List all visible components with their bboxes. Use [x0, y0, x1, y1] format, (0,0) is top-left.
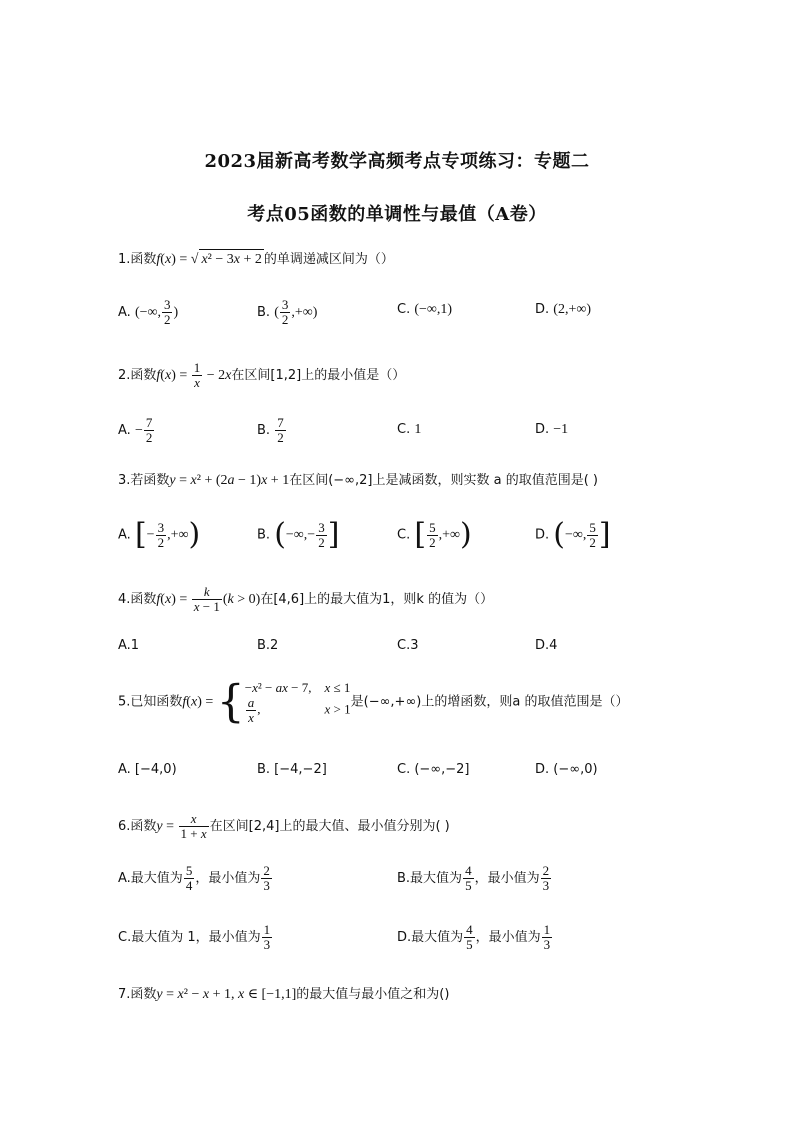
- question-2-suffix: 在区间[1,2]上的最小值是（）: [231, 368, 406, 383]
- option-c[interactable]: C.3: [397, 638, 419, 653]
- question-7-prefix: 7.函数: [118, 987, 157, 1002]
- question-1-expression: f: [156, 252, 161, 267]
- question-6-suffix: 在区间[2,4]上的最大值、最小值分别为( ): [209, 819, 450, 834]
- option-d[interactable]: D. −1: [535, 422, 569, 437]
- question-6-prefix: 6.函数: [118, 819, 157, 834]
- option-a[interactable]: A. − $\frac{7}{2}$: [118, 415, 153, 445]
- question-6: 6.函数y = $\frac{x}{1 + x}$ 在区间[2,4]上的最大值、最小值分别为( ): [118, 811, 450, 841]
- option-a[interactable]: A. [−4,0): [118, 762, 177, 777]
- page-title: 2023届新高考数学高频考点专项练习：专题二: [204, 151, 590, 172]
- question-4: 4.函数f(x) = $\frac{k}{x - 1}$ (k > 0)在[4,6]上的最大值为1，则k 的值为（）: [118, 584, 494, 614]
- option-c[interactable]: C. 1: [397, 422, 422, 437]
- option-a[interactable]: A. (−∞, $\frac{3}{2}$ ): [118, 297, 179, 327]
- option-c[interactable]: C. [ $\frac{5}{2}$ ,+∞): [397, 517, 472, 552]
- question-7-suffix: 的最大值与最小值之和为(): [296, 987, 450, 1002]
- question-2-prefix: 2.函数: [118, 368, 157, 383]
- option-b[interactable]: B. $\frac{7}{2}$: [257, 415, 284, 445]
- option-b[interactable]: B. (−∞,− $\frac{3}{2}$ ]: [257, 517, 340, 552]
- question-4-suffix: 在[4,6]上的最大值为1，则k 的值为（）: [260, 592, 494, 607]
- piecewise-definition: −x² − ax − 7, x ≤ 1 $\frac{a}{x}$ , x > 1: [244, 680, 351, 725]
- option-c[interactable]: C. (−∞,−2]: [397, 762, 470, 777]
- option-a[interactable]: A.最大值为 $\frac{5}{4}$ ，最小值为 $\frac{2}{3}$: [118, 863, 270, 893]
- option-d[interactable]: D. (−∞, $\frac{5}{2}$ ]: [535, 517, 611, 552]
- question-3-prefix: 3.若函数: [118, 473, 170, 488]
- option-d[interactable]: D.最大值为 $\frac{4}{5}$ ，最小值为 $\frac{1}{3}$: [397, 922, 551, 952]
- question-5-suffix: 是(−∞,+∞)上的增函数，则a 的取值范围是（）: [350, 694, 629, 710]
- question-1: 1.函数f(x) = √ x² − 3x + 2 的单调递减区间为（）: [118, 249, 394, 270]
- option-b[interactable]: B. [−4,−2]: [257, 762, 327, 777]
- option-c[interactable]: C. (−∞,1): [397, 302, 453, 317]
- option-d[interactable]: D. (2,+∞): [535, 302, 591, 317]
- question-4-prefix: 4.函数: [118, 592, 157, 607]
- question-5: 5.已知函数f(x) = { −x² − ax − 7, x ≤ 1 $\frac{a}{x}$ , x > 1 是(−∞,+∞)上的增函数，则a 的取值范围是（）: [118, 676, 629, 728]
- option-d[interactable]: D. (−∞,0): [535, 762, 598, 777]
- question-1-suffix: 的单调递减区间为（）: [263, 252, 394, 267]
- option-a[interactable]: A. [− $\frac{3}{2}$ ,+∞): [118, 517, 201, 552]
- option-b[interactable]: B.2: [257, 638, 279, 653]
- question-7: 7.函数y = x² − x + 1, x ∈ [−1,1]的最大值与最小值之和为(): [118, 987, 450, 1002]
- option-d[interactable]: D.4: [535, 638, 558, 653]
- option-a[interactable]: A.1: [118, 638, 140, 653]
- question-3: 3.若函数y = x² + (2a − 1)x + 1在区间(−∞,2]上是减函数，则实数 a 的取值范围是( ): [118, 473, 598, 488]
- question-2: 2.函数f(x) = $\frac{1}{x}$ − 2x在区间[1,2]上的最小值是（）: [118, 360, 406, 390]
- question-5-prefix: 5.已知函数: [118, 694, 183, 710]
- option-c[interactable]: C.最大值为 1，最小值为 $\frac{1}{3}$: [118, 922, 271, 952]
- question-3-suffix: 在区间(−∞,2]上是减函数，则实数 a 的取值范围是( ): [289, 473, 598, 488]
- option-b[interactable]: B. ( $\frac{3}{2}$ ,+∞): [257, 297, 318, 327]
- question-1-prefix: 1.函数: [118, 252, 157, 267]
- option-b[interactable]: B.最大值为 $\frac{4}{5}$ ，最小值为 $\frac{2}{3}$: [397, 863, 550, 893]
- page-subtitle: 考点05函数的单调性与最值（A卷）: [247, 204, 547, 225]
